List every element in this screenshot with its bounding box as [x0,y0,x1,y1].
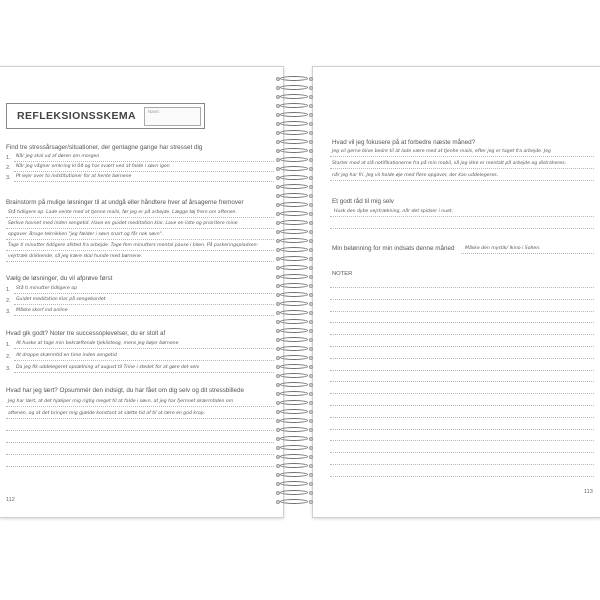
right-page [312,66,600,518]
binding-hole [309,383,313,387]
answer-line[interactable] [6,442,274,443]
question-what-learned: Hvad har jeg lært? Opsummér den indsigt, du har fået om dig selv og dit stressbillede [6,387,244,394]
binding-hole [276,329,280,333]
question-reward: Min belønning for min indsats denne måned [332,245,455,252]
notes-line[interactable] [330,287,594,288]
binding-hole [276,212,280,216]
answer-text: Guidet meditation klar på sengebordet [16,297,106,302]
answer-line[interactable] [6,454,274,455]
notes-line[interactable] [330,476,594,477]
binding-hole [309,455,313,459]
answer-text: Pt lejer over to indstitutioner for at hente børnene [16,174,132,179]
binding-hole [309,140,313,144]
spiral-ring [280,76,308,81]
name-caption: Navn: [148,109,160,114]
answer-text: Stå tidligere op. Lade vente med at tjenne mails, før jeg er på arbejde. Lægge tøj frem om aftenen. [8,210,237,215]
binding-hole [276,239,280,243]
spiral-ring [280,355,308,360]
spiral-ring [280,400,308,405]
notes-line[interactable] [330,381,594,382]
spiral-ring [280,202,308,207]
binding-hole [276,230,280,234]
answer-number: 3. [6,309,11,315]
binding-hole [309,482,313,486]
binding-hole [309,104,313,108]
binding-hole [276,293,280,297]
spiral-ring [280,382,308,387]
spiral-ring [280,256,308,261]
binding-hole [276,419,280,423]
answer-line[interactable] [6,239,274,240]
binding-hole [309,149,313,153]
binding-hole [309,194,313,198]
spiral-ring [280,274,308,279]
notes-line[interactable] [330,346,594,347]
answer-number: 2. [6,298,11,304]
spiral-ring [280,229,308,234]
binding-hole [276,500,280,504]
notes-line[interactable] [330,299,594,300]
answer-text: Måske den mystik/ Ikino i Sohen. [465,246,541,251]
answer-text: Stå ti minutter tidligere op [16,286,78,291]
answer-text: når jeg har fri. Jeg vil holde øje med flere opgaver, der kan uddelegeres. [332,173,499,178]
binding-hole [276,113,280,117]
spiral-ring [280,121,308,126]
binding-hole [276,383,280,387]
binding-hole [276,473,280,477]
binding-hole [276,176,280,180]
binding-hole [276,320,280,324]
binding-hole [309,329,313,333]
binding-hole [276,401,280,405]
spiral-ring [280,166,308,171]
notes-line[interactable] [330,334,594,335]
binding-hole [276,248,280,252]
binding-hole [309,491,313,495]
binding-hole [276,428,280,432]
spiral-ring [280,193,308,198]
notes-line[interactable] [330,405,594,406]
binding-hole [309,221,313,225]
answer-line[interactable] [330,180,594,181]
spiral-ring [280,328,308,333]
spiral-ring [280,292,308,297]
spiral-ring [280,373,308,378]
binding-hole [309,275,313,279]
answer-number: 2. [6,165,11,171]
binding-hole [309,338,313,342]
binding-hole [276,365,280,369]
notes-label: NOTER [332,271,353,277]
answer-line[interactable] [6,406,274,407]
spiral-ring [280,301,308,306]
spiral-ring [280,409,308,414]
binding-hole [276,203,280,207]
binding-hole [276,185,280,189]
answer-text: Når jeg vågner omkring kl 04 og har svært ved at falde i søvn igen [16,164,170,169]
notes-line[interactable] [330,311,594,312]
spiral-ring [280,103,308,108]
answer-text: Da jeg fik uddelegeret opsætning af august til Trine i stedet for at gøre det selv [16,365,200,370]
spiral-ring [280,157,308,162]
spiral-ring [280,463,308,468]
spiral-ring [280,310,308,315]
answer-line[interactable] [6,418,274,419]
binding-hole [309,248,313,252]
binding-hole [276,149,280,153]
answer-text: opgaver. Bruge teknikken "jeg fælder i søvn snart og får nok søvn". [8,232,164,237]
notes-line[interactable] [330,429,594,430]
notes-line[interactable] [330,393,594,394]
notes-line[interactable] [330,322,594,323]
binding-hole [309,212,313,216]
name-field[interactable] [144,107,201,126]
binding-hole [276,338,280,342]
answer-text: Sørlive hovnet med inden sengetid. Have en guidet meditation klar. Lave en liste og prioritere mine [8,221,238,226]
answer-line[interactable] [14,348,274,349]
answer-line[interactable] [14,315,274,316]
binding-hole [309,401,313,405]
binding-hole [309,230,313,234]
spiral-ring [280,481,308,486]
answer-line[interactable] [14,171,274,172]
binding-hole [309,473,313,477]
spiral-ring [280,418,308,423]
binding-hole [309,347,313,351]
question-focus-next-month: Hvad vil jeg fokusere på at forbedre næste måned? [332,139,476,146]
binding-hole [276,482,280,486]
spiral-ring [280,211,308,216]
binding-hole [309,293,313,297]
page-number: 112 [6,497,15,503]
spiral-ring [280,238,308,243]
answer-number: 3. [6,366,11,372]
binding-hole [309,284,313,288]
answer-line[interactable] [6,261,274,262]
spiral-ring [280,364,308,369]
answer-line[interactable] [14,360,274,361]
spiral-ring [280,454,308,459]
spiral-ring [280,220,308,225]
answer-text: At huske at tage min bekræftende tjeklisteog, mens jeg bøjer børnene [16,341,179,346]
binding-hole [309,131,313,135]
binding-hole [276,104,280,108]
answer-text: Måske skorf ind online [16,308,68,313]
binding-hole [276,257,280,261]
binding-hole [309,113,313,117]
spiral-ring [280,139,308,144]
answer-text: Tage ti minutter tidligere afsted fra arbejde. Tage fem minutters mental pause i bilen. På parkeringspladsen: [8,243,259,248]
binding-hole [309,410,313,414]
binding-hole [309,302,313,306]
answer-line[interactable] [6,217,274,218]
spiral-ring [280,112,308,117]
answer-number: 1. [6,155,11,161]
spiral-ring [280,130,308,135]
answer-number: 1. [6,342,11,348]
binding-hole [276,437,280,441]
answer-line[interactable] [14,161,274,162]
spiral-ring [280,94,308,99]
answer-line[interactable] [330,156,594,157]
binding-hole [309,257,313,261]
binding-hole [276,194,280,198]
answer-text: aftenen, og at det bringer mig gjælde konstant at sætte tid af til at lære en god krop. [8,411,206,416]
question-brainstorm: Brainstorm på mulige løsninger til at undgå eller håndtere hver af årsagerne fremover [6,199,244,206]
question-good-advice: Et godt råd til mig selv [332,198,394,205]
binding-hole [309,446,313,450]
binding-hole [276,167,280,171]
binding-hole [309,86,313,90]
binding-hole [276,140,280,144]
left-page [0,66,284,518]
question-what-went-well: Hvad gik godt? Noter tre successoplevelser, du er stolt af [6,330,166,337]
binding-hole [276,392,280,396]
binding-hole [309,122,313,126]
notes-line[interactable] [330,452,594,453]
binding-hole [309,365,313,369]
answer-text: vejrtræk drikkende, så jeg kære skal hunde med børnene. [8,254,143,259]
binding-hole [309,185,313,189]
binding-hole [309,239,313,243]
binding-hole [276,374,280,378]
spiral-ring [280,247,308,252]
spiral-binding [276,76,316,508]
binding-hole [309,203,313,207]
binding-hole [309,167,313,171]
binding-hole [276,95,280,99]
binding-hole [309,158,313,162]
answer-number: 2. [6,354,11,360]
binding-hole [276,86,280,90]
page-number: 113 [584,489,593,495]
binding-hole [276,356,280,360]
binding-hole [276,311,280,315]
binding-hole [276,347,280,351]
binding-hole [309,320,313,324]
binding-hole [309,266,313,270]
spiral-ring [280,445,308,450]
notes-line[interactable] [330,358,594,359]
answer-text: Når jeg skal ud af døren om morgen [16,154,100,159]
spiral-ring [280,175,308,180]
binding-hole [276,131,280,135]
spiral-ring [280,283,308,288]
binding-hole [276,122,280,126]
binding-hole [309,374,313,378]
answer-line[interactable] [14,293,274,294]
question-choose-solutions: Vælg de løsninger, du vil afprøve først [6,275,113,282]
spiral-ring [280,148,308,153]
spiral-ring [280,265,308,270]
binding-hole [276,77,280,81]
answer-line[interactable] [6,228,274,229]
binding-hole [309,311,313,315]
answer-text: Jeg har lært, at det hjælper mig rigtig meget til at falde i søvn, at jeg har fjernnet skærmtiden om [8,399,234,404]
binding-hole [309,176,313,180]
notes-line[interactable] [330,440,594,441]
binding-hole [276,221,280,225]
answer-number: 1. [6,287,11,293]
binding-hole [276,455,280,459]
binding-hole [276,284,280,288]
binding-hole [276,410,280,414]
notes-line[interactable] [330,464,594,465]
answer-line[interactable] [6,466,274,467]
notes-line[interactable] [330,370,594,371]
answer-line[interactable] [14,372,274,373]
spiral-ring [280,319,308,324]
binding-hole [276,491,280,495]
binding-hole [309,356,313,360]
binding-hole [309,500,313,504]
binding-hole [276,446,280,450]
binding-hole [309,437,313,441]
answer-number: 3. [6,175,11,181]
binding-hole [276,302,280,306]
answer-text: At droppe skærmtid en time inden sengetid [16,353,117,358]
spiral-ring [280,472,308,477]
answer-text: Husk den dybe vejrtrækning, når det spidser i nuet. [334,209,454,214]
title-box [6,103,205,129]
binding-hole [309,464,313,468]
binding-hole [276,275,280,279]
answer-line[interactable] [6,430,274,431]
binding-hole [309,419,313,423]
binding-hole [276,266,280,270]
binding-hole [309,392,313,396]
answer-line[interactable] [6,250,274,251]
binding-hole [309,95,313,99]
spiral-ring [280,184,308,189]
answer-line[interactable] [14,304,274,305]
binding-hole [309,77,313,81]
answer-line[interactable] [14,181,274,182]
answer-text: Starter med at slå notifikationerne fra på min mobil, så jeg ikke er mentalt på arbejde og distraheres, [332,161,567,166]
spiral-ring [280,391,308,396]
spiral-ring [280,85,308,90]
spiral-ring [280,337,308,342]
answer-line[interactable] [330,228,594,229]
question-stress-causes: Find tre stressårsager/situationer, der gentagne gange har stresset dig [6,144,203,151]
answer-line[interactable] [330,168,594,169]
binding-hole [276,464,280,468]
spiral-ring [280,427,308,432]
spiral-ring [280,436,308,441]
answer-text: Jeg vil gerne blive bedre til at lade være med at tjenhe mails, efter jeg er taget fra arbejde. Jeg [332,149,551,154]
answer-line[interactable] [461,253,594,254]
spiral-ring [280,499,308,504]
binding-hole [309,428,313,432]
binding-hole [276,158,280,162]
spiral-ring [280,490,308,495]
answer-line[interactable] [330,216,594,217]
notes-line[interactable] [330,417,594,418]
page-title: REFLEKSIONSSKEMA [17,110,136,122]
spiral-ring [280,346,308,351]
